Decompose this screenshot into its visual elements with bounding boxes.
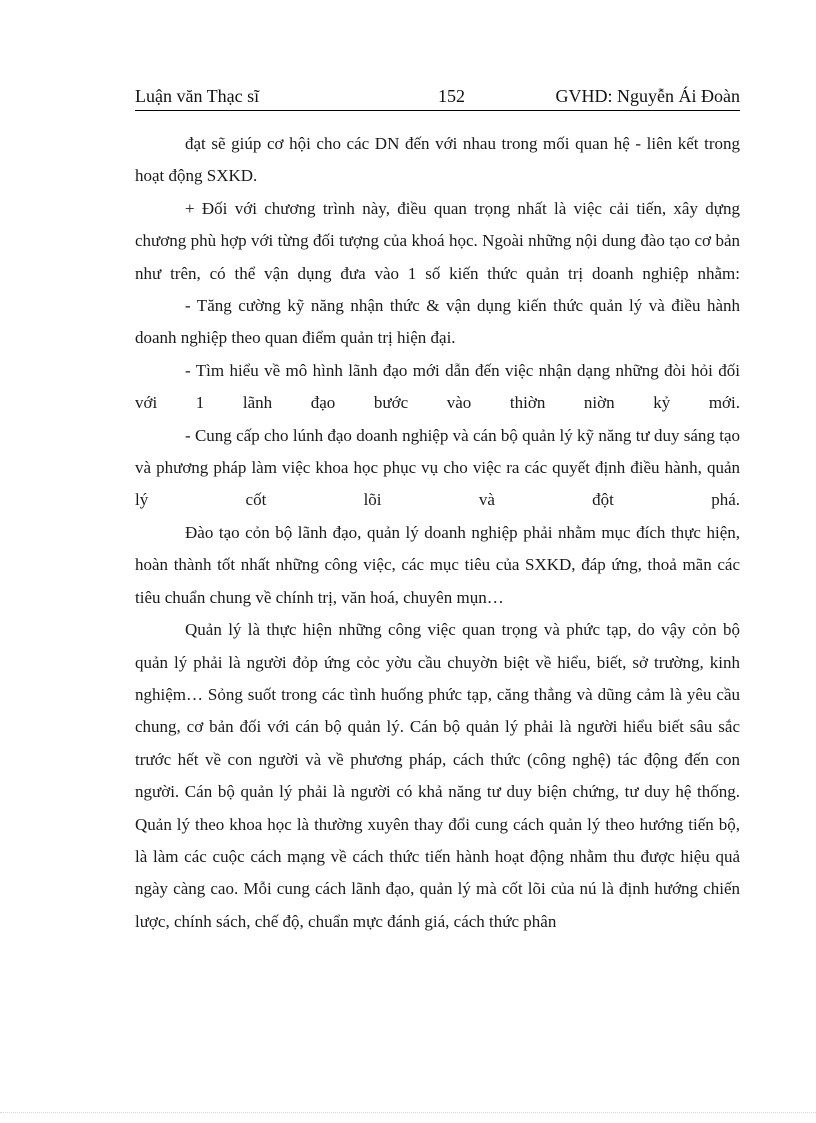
paragraph-4: - Tìm hiểu về mô hình lãnh đạo mới dẫn đến việc nhận dạng những đòi hỏi đối với 1 lãnh đạo bước vào thiờn niờn kỷ mới. bbox=[135, 360, 740, 413]
paragraph-5: - Cung cấp cho lúnh đạo doanh nghiệp và cán bộ quản lý kỹ năng tư duy sáng tạo và phương pháp làm việc khoa học phục vụ cho việc ra các quyết định điều hành, quản lý cốt lõi và đột phá. bbox=[135, 425, 740, 510]
paragraph-7: Quản lý là thực hiện những công việc quan trọng và phức tạp, do vậy cỏn bộ quản lý phải là người đỏp ứng cỏc yờu cầu chuyờn biệt về hiểu, biết, sở trường, kinh nghiệm… Sỏng suốt trong các tình huống phức tạp, căng thẳng và dũng cảm là yêu cầu chung, cơ bản đối với cán bộ quản lý. Cán bộ quản lý phải là người hiểu biết sâu sắc trước hết về con người và về phương pháp, cách thức (công nghệ) tác động đến con người. Cán bộ quản lý phải là người có khả năng tư duy biện chứng, tư duy hệ thống. Quản lý theo khoa học là thường xuyên thay đổi cung cách quản lý theo hướng tiến bộ, là làm các cuộc cách mạng về cách thức tiến hành hoạt động nhằm thu được hiệu quả ngày càng cao. Mỗi cung cách lãnh đạo, quản lý mà cốt lõi của nú là định hướng chiến lược, chính sách, chế độ, chuẩn mực đánh giá, cách thức phân bbox=[135, 620, 740, 931]
paragraph-3: - Tăng cường kỹ năng nhận thức & vận dụng kiến thức quản lý và điều hành doanh nghiệp theo quan điểm quản trị hiện đại. bbox=[135, 296, 740, 348]
body-text bbox=[135, 128, 740, 938]
supervisor-label: GVHD: Nguyễn Ái Đoàn bbox=[555, 86, 740, 106]
paragraph-6: Đào tạo cỏn bộ lãnh đạo, quản lý doanh nghiệp phải nhằm mục đích thực hiện, hoàn thành tốt nhất những công việc, các mục tiêu của SXKD, đáp ứng, thoả mãn các tiêu chuẩn chung về chính trị, văn hoá, chuyên mụn… bbox=[135, 522, 740, 607]
paragraph-1: đạt sẽ giúp cơ hội cho các DN đến với nhau trong mối quan hệ - liên kết trong hoạt động SXKD. bbox=[135, 134, 740, 186]
page-bottom-divider bbox=[0, 1112, 816, 1113]
page-header bbox=[135, 84, 740, 111]
paragraph-2: + Đối với chương trình này, điều quan trọng nhất là việc cải tiến, xây dựng chương phù hợp với từng đối tượng của khoá học. Ngoài những nội dung đào tạo cơ bản như trên, có thể vận dụng đưa vào 1 số kiến thức quản trị doanh nghiệp nhằm: bbox=[135, 198, 740, 283]
page-number: 152 bbox=[438, 86, 465, 106]
thesis-type-label: Luận văn Thạc sĩ bbox=[135, 86, 260, 106]
